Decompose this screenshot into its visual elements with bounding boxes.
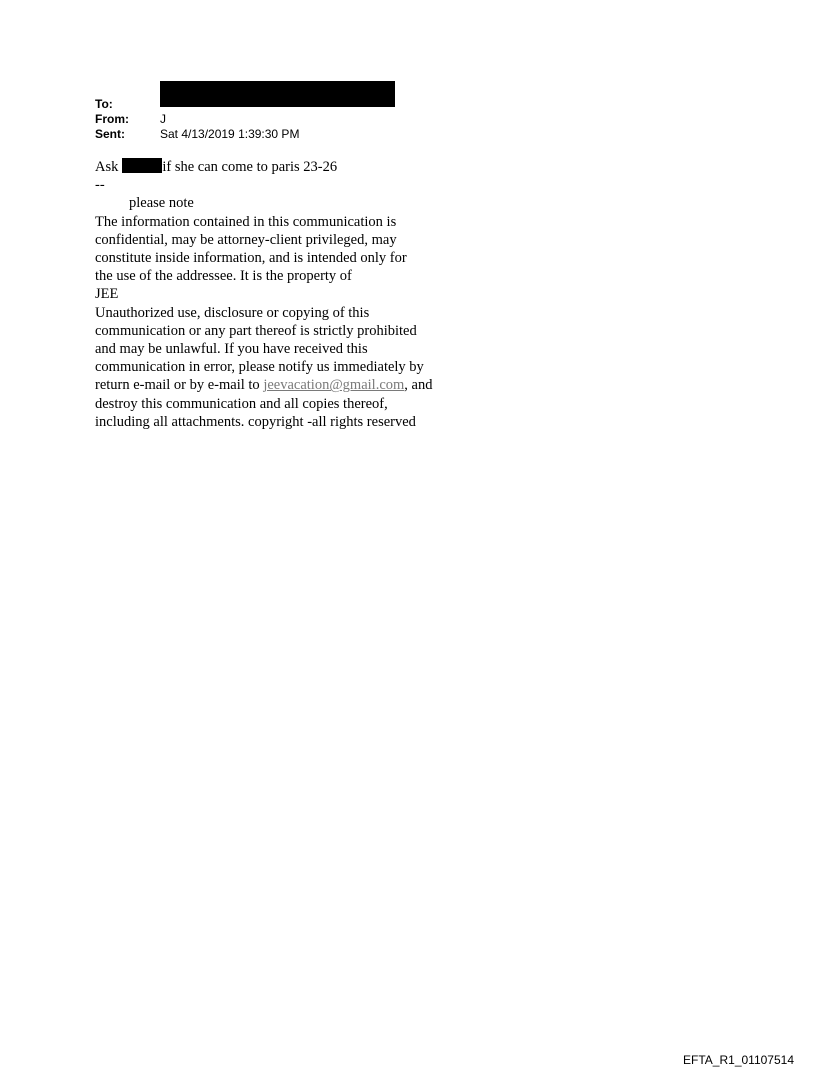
redaction-box [160, 81, 395, 107]
disclaimer-line: Unauthorized use, disclosure or copying of this [95, 304, 370, 321]
disclaimer-return-line [95, 376, 475, 394]
disclaimer-line: The information contained in this communication is [95, 213, 397, 230]
ask-suffix: if she can come to paris 23-26 [162, 159, 338, 175]
email-body [95, 158, 475, 431]
to-label: To: [95, 97, 113, 111]
disclaimer-line: communication in error, please notify us immediately by [95, 359, 424, 376]
disclaimer-line: destroy this communication and all copies thereof, [95, 395, 388, 412]
from-label: From: [95, 112, 129, 126]
email-link[interactable]: jeevacation@gmail.com [263, 377, 405, 394]
to-row [95, 97, 515, 112]
return-prefix: return e-mail or by e-mail to [95, 377, 264, 394]
from-row [95, 112, 515, 127]
sent-label: Sent: [95, 127, 125, 141]
email-header [95, 97, 515, 142]
disclaimer-line: and may be unlawful. If you have received this [95, 341, 368, 358]
disclaimer-line: JEE [95, 286, 119, 303]
inline-redaction [122, 158, 162, 173]
disclaimer-line: the use of the addressee. It is the property of [95, 268, 352, 285]
disclaimer-line: communication or any part thereof is strictly prohibited [95, 322, 417, 339]
document-id: EFTA_R1_01107514 [683, 1053, 794, 1067]
ask-line [95, 158, 475, 176]
disclaimer-line: constitute inside information, and is intended only for [95, 250, 407, 267]
sent-value: Sat 4/13/2019 1:39:30 PM [160, 127, 300, 141]
please-note: please note [129, 195, 194, 212]
signature-separator: -- [95, 177, 105, 194]
ask-prefix: Ask [95, 159, 119, 175]
disclaimer-line: confidential, may be attorney-client privileged, may [95, 231, 397, 248]
from-value: J [160, 112, 166, 126]
return-suffix: , and [404, 377, 433, 394]
disclaimer-line: including all attachments. copyright -all rights reserved [95, 413, 416, 430]
to-value [160, 97, 515, 112]
sent-row [95, 127, 515, 142]
